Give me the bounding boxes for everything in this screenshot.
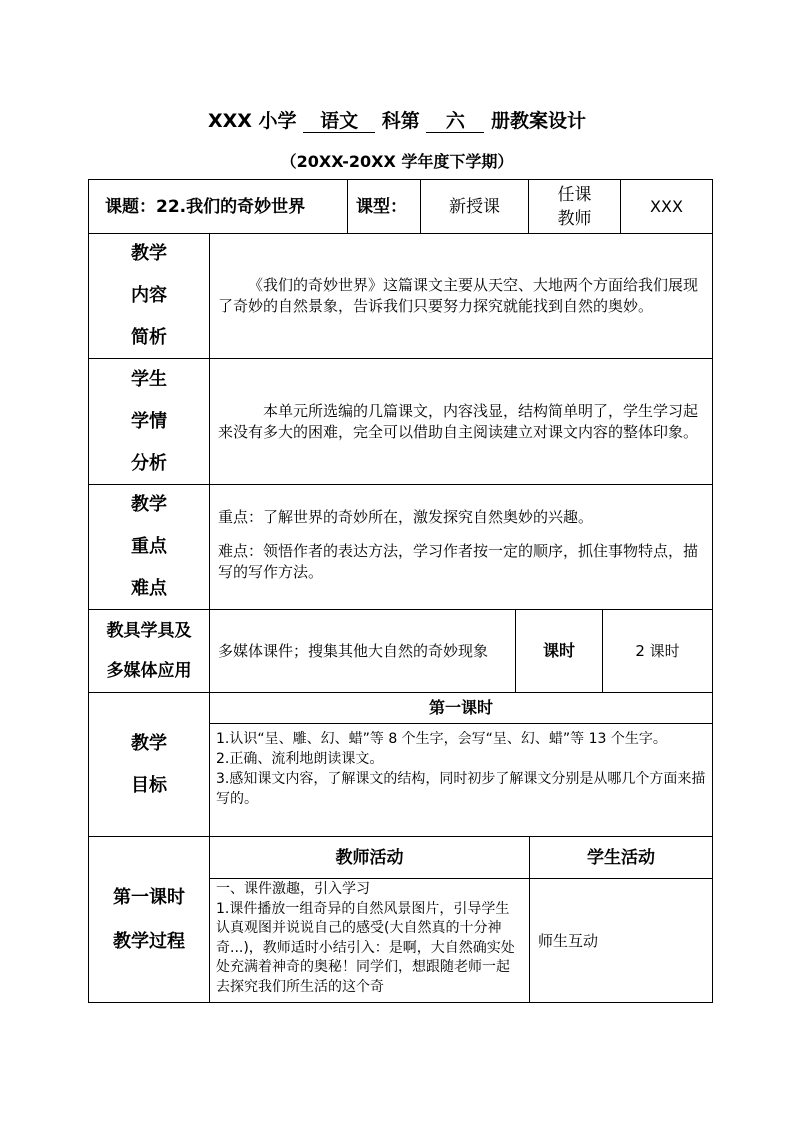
teacher-label-cell [528,179,621,234]
teacher-activity-header: 教师活动 [209,836,530,879]
goals-label-2: 目标 [131,774,167,796]
analysis-label-2: 学情 [131,410,167,432]
goals-heading: 第一课时 [209,692,713,724]
keypoints-label-3: 难点 [131,578,167,599]
tools-label-cell [88,609,210,693]
period-label: 课时 [515,609,603,693]
analysis-text: 本单元所选编的几篇课文，内容浅显，结构简单明了，学生学习起来没有多大的困难，完全可以借助自主阅读建立对课文内容的整体印象。 [218,401,699,441]
school-name: XXX 小学 [207,110,297,132]
subject-blank: 语文 [303,110,375,133]
keypoints-text-cell [209,484,713,610]
student-activity-header: 学生活动 [529,836,713,879]
teacher-activity-cell [209,878,530,1003]
analysis-label-1: 学生 [131,368,167,390]
difficulty-text: 难点：领悟作者的表达方法，学习作者按一定的顺序，抓住事物特点，描写的写作方法。 [218,542,699,581]
tools-text: 多媒体课件；搜集其他大自然的奇妙现象 [209,609,516,693]
process-label-2: 教学过程 [113,930,185,952]
keypoints-label-cell [88,484,210,610]
content-label-1: 教学 [131,243,167,264]
teacher-activity-line-2: 1.课件播放一组奇异的自然风景图片，引导学生认真观图并说说自己的感受(大自然真的十分神奇...)，教师适时小结引入：是啊，大自然确实处处充满着神奇的奥秘！同学们，想跟随老师一起去探究我们所生活的这个奇 [216,900,515,995]
goals-list [209,723,713,837]
goal-item-3: 3.感知课文内容，了解课文的结构，同时初步了解课文分别是从哪几个方面来描写的。 [216,771,706,807]
analysis-text-cell [209,358,713,485]
lesson-type-value: 新授课 [420,179,529,234]
process-label-1: 第一课时 [113,886,185,908]
volume-blank: 六 [426,110,484,133]
title-suffix: 册教案设计 [491,110,587,132]
focus-text: 重点：了解世界的奇妙所在，激发探究自然奥妙的兴趣。 [218,508,594,526]
content-text: 《我们的奇妙世界》这篇课文主要从天空、大地两个方面给我们展现了奇妙的自然景象，告诉我们只要努力探究就能找到自然的奥妙。 [218,276,699,315]
goals-label-cell [88,692,210,837]
lesson-title-cell: 课题：22.我们的奇妙世界 [88,179,348,234]
goal-item-2: 2.正确、流利地朗读课文。 [216,751,384,767]
process-label-cell [88,836,210,1003]
teacher-activity-line-1: 一、课件激趣，引入学习 [216,881,370,897]
content-text-cell [209,233,713,359]
teacher-label-line2: 教师 [557,208,592,229]
teacher-value: XXX [620,179,713,234]
teacher-label-line1: 任课 [557,184,592,205]
student-activity-text: 师生互动 [529,878,713,1003]
title-mid: 科第 [381,110,420,132]
school-year: （20XX-20XX 学年度下学期） [280,152,514,171]
keypoints-label-2: 重点 [131,536,167,557]
content-label-2: 内容 [131,285,167,306]
document-title [0,106,794,133]
period-value: 2 课时 [602,609,713,693]
content-label-3: 简析 [131,327,167,348]
goal-item-1: 1.认识“呈、雕、幻、蜡”等 8 个生字，会写“呈、幻、蜡”等 13 个生字。 [216,731,667,747]
lesson-type-label: 课型： [347,179,421,234]
analysis-label-3: 分析 [131,452,167,474]
tools-label-2: 多媒体应用 [106,661,192,681]
analysis-label-cell [88,358,210,485]
keypoints-label-1: 教学 [131,494,167,515]
tools-label-1: 教具学具及 [106,621,192,641]
content-label-cell [88,233,210,359]
goals-label-1: 教学 [131,732,167,754]
